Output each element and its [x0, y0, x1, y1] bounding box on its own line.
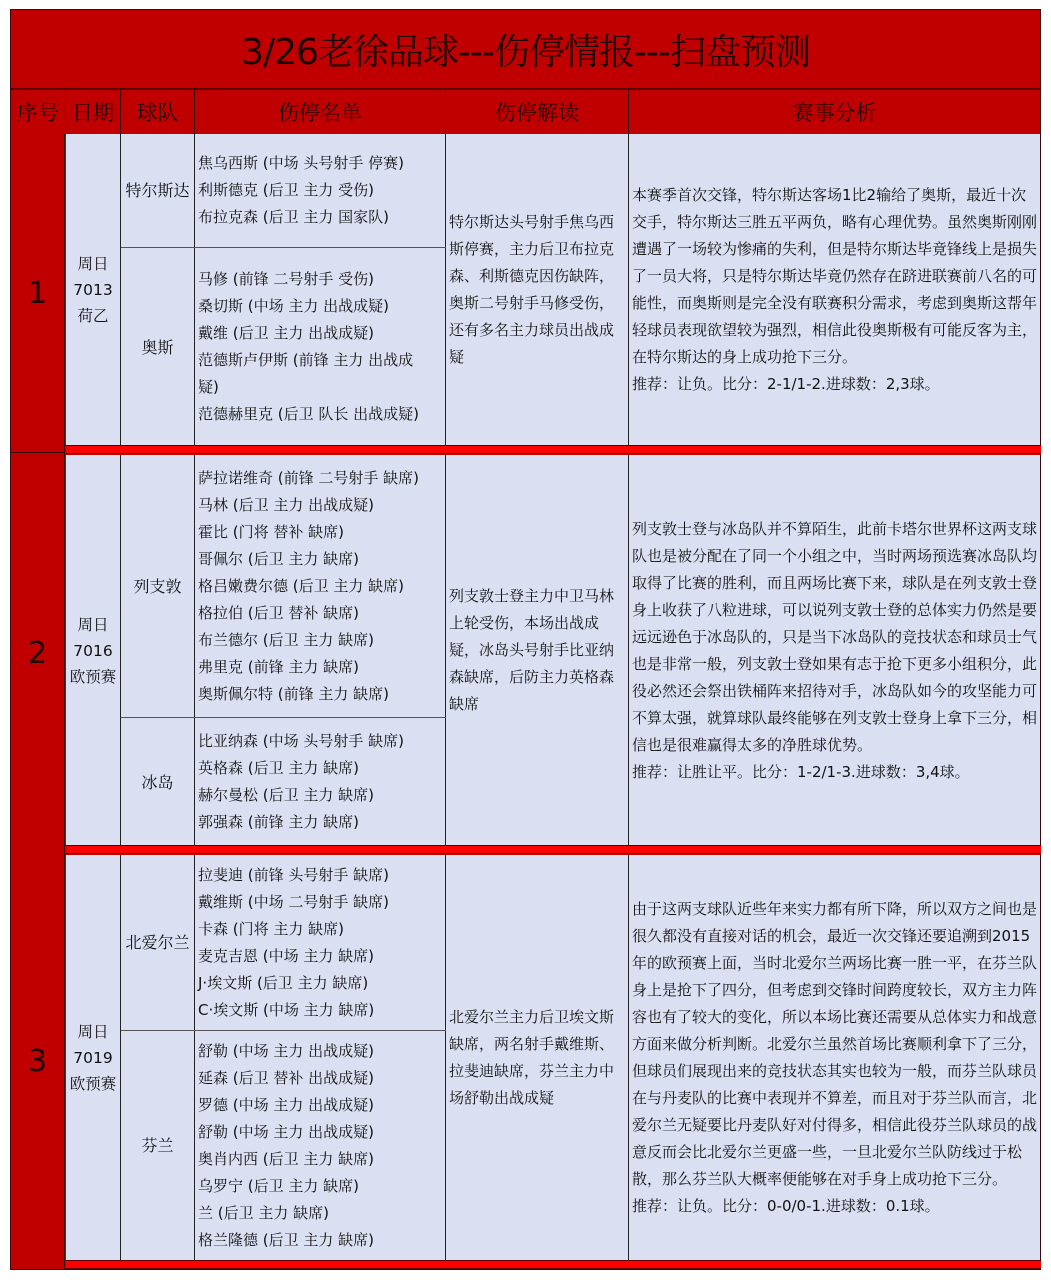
match-separator [66, 845, 1041, 854]
injury-item: 哥佩尔 (后卫 主力 缺席) [198, 549, 360, 568]
injury-item: J·埃文斯 (后卫 主力 缺席) [198, 973, 369, 992]
match-league: 欧预赛 [69, 667, 117, 686]
injury-item: 焦乌西斯 (中场 头号射手 停赛) [198, 154, 405, 172]
match-date [66, 134, 121, 446]
injury-item: 马林 (后卫 主力 出战成疑) [198, 495, 375, 514]
injury-item: 格吕嫩费尔德 (后卫 主力 缺席) [198, 576, 405, 595]
match-day: 周日 [77, 1022, 109, 1041]
injury-item: 卡森 (门将 主力 缺席) [198, 919, 345, 938]
team-name: 列支敦 [121, 455, 195, 717]
injury-item: 布兰德尔 (后卫 主力 缺席) [198, 630, 375, 649]
interpretation-text: 北爱尔兰主力后卫埃文斯缺席，两名射手戴维斯、拉斐迪缺席，芬兰主力中场舒勒出战成疑 [449, 1007, 615, 1107]
match-separator [66, 1260, 1041, 1269]
interpretation-text: 特尔斯达头号射手焦乌西斯停赛，主力后卫布拉克森、利斯德克因伤缺阵，奥斯二号射手马修受伤，还有多名主力球员出战成疑 [449, 213, 615, 366]
injury-item: 兰 (后卫 主力 缺席) [198, 1203, 330, 1222]
injury-item: 比亚纳森 (中场 头号射手 缺席) [198, 732, 405, 750]
injury-item: 霍比 (门将 替补 缺席) [198, 522, 345, 541]
injury-item: 罗德 (中场 主力 出战成疑) [198, 1095, 375, 1114]
injury-list [195, 855, 446, 1030]
injury-interpretation [446, 134, 629, 446]
injury-item: 拉斐迪 (前锋 头号射手 缺席) [198, 865, 390, 884]
header-index: 序号 [11, 90, 66, 134]
injury-item: 延森 (后卫 替补 出战成疑) [198, 1068, 375, 1087]
analysis-text: 本赛季首次交锋，特尔斯达客场1比2输给了奥斯，最近十次交手，特尔斯达三胜五平两负，略有心理优势。虽然奥斯刚刚遭遇了一场较为惨痛的失利，但是特尔斯达毕竟锋线上是损失了一员大将，只是特尔斯达毕竟仍然存在跻进联赛前八名的可能性，而奥斯则是完全没有联赛积分需求，考虑到奥斯这帮年轻球员表现欲望较为强烈，相信此役奥斯极有可能反客为主，在特尔斯达的身上成功抢下三分。 [632, 186, 1038, 366]
header-date: 日期 [66, 90, 121, 134]
injury-list [195, 455, 446, 717]
team-name: 特尔斯达 [121, 134, 195, 247]
match-analysis [629, 134, 1040, 446]
injury-item: 麦克吉恩 (中场 主力 缺席) [198, 946, 375, 965]
injury-item: C·埃文斯 (中场 主力 缺席) [198, 1000, 375, 1019]
analysis-text: 列支敦士登与冰岛队并不算陌生，此前卡塔尔世界杯这两支球队也是被分配在了同一个小组之中，当时两场预选赛冰岛队均取得了比赛的胜利，而且两场比赛下来，球队是在列支敦士登身上收获了八粒进球，可以说列支敦士登的总体实力仍然是要远远逊色于冰岛队的，只是当下冰岛队的竞技状态和球员士气也是非常一般，列支敦士登如果有志于抢下更多小组积分，此役必然还会祭出铁桶阵来招待对手，冰岛队如今的攻坚能力可不算太强，就算球队最终能够在列支敦士登身上拿下三分，相信也是很难赢得太多的净胜球优势。 [632, 519, 1038, 754]
recommendation-text: 推荐：让负。比分：2-1/1-2.进球数：2,3球。 [632, 375, 940, 393]
match-date [66, 455, 121, 846]
injury-item: 利斯德克 (后卫 主力 受伤) [198, 181, 375, 199]
injury-item: 赫尔曼松 (后卫 主力 缺席) [198, 786, 375, 804]
match-league: 荷乙 [77, 307, 109, 325]
injury-list [195, 134, 446, 247]
injury-item: 格拉伯 (后卫 替补 缺席) [198, 603, 360, 622]
injury-list [195, 1031, 446, 1260]
injury-item: 布拉克森 (后卫 主力 国家队) [198, 208, 390, 226]
header-injury-list: 伤停名单 [195, 90, 446, 134]
match-index: 3 [11, 853, 65, 1269]
team-name: 芬兰 [121, 1031, 195, 1260]
match-index: 2 [11, 453, 65, 854]
injury-interpretation [446, 855, 629, 1260]
injury-item: 舒勒 (中场 主力 出战成疑) [198, 1122, 375, 1141]
match-code: 7013 [73, 281, 113, 299]
injury-item: 奥斯佩尔特 (前锋 主力 缺席) [198, 684, 390, 703]
match-league: 欧预赛 [69, 1074, 117, 1093]
match-separator [66, 445, 1041, 454]
header-injury-interpretation: 伤停解读 [446, 90, 629, 134]
injury-item: 范德赫里克 (后卫 队长 出战成疑) [198, 405, 420, 423]
injury-item: 戴维 (后卫 主力 出战成疑) [198, 324, 375, 342]
injury-item: 戴维斯 (中场 二号射手 缺席) [198, 892, 390, 911]
injury-item: 格兰隆德 (后卫 主力 缺席) [198, 1230, 375, 1249]
recommendation-text: 推荐：让负。比分：0-0/0-1.进球数：0.1球。 [632, 1196, 940, 1215]
page-title: 3/26老徐品球---伤停情报---扫盘预测 [11, 10, 1040, 90]
injury-item: 范德斯卢伊斯 (前锋 主力 出战成疑) [198, 351, 414, 396]
match-code: 7019 [73, 1048, 113, 1067]
team-name: 奥斯 [121, 248, 195, 446]
header-match-analysis: 赛事分析 [792, 101, 877, 125]
injury-item: 英格森 (后卫 主力 缺席) [198, 759, 360, 777]
match-code: 7016 [73, 641, 113, 660]
match-day: 周日 [77, 255, 109, 273]
analysis-text: 由于这两支球队近些年来实力都有所下降，所以双方之间也是很久都没有直接对话的机会，最近一次交锋还要追溯到2015年的欧预赛上面，当时北爱尔兰两场比赛一胜一平，在芬兰队身上是抢下了四分，但考虑到交锋时间跨度较长，双方主力阵容也有了较大的变化，所以本场比赛还需要从总体实力和战意方面来做分析判断。北爱尔兰虽然首场比赛顺利拿下了三分，但球员们展现出来的竞技状态其实也较为一般，而芬兰队球员在与丹麦队的比赛中表现并不算差，而且对于芬兰队而言，北爱尔兰无疑要比丹麦队好对付得多，相信此役芬兰队球员的战意反而会比北爱尔兰更盛一些，一旦北爱尔兰队防线过于松散，那么芬兰队大概率便能够在对手身上成功抢下三分。 [632, 899, 1038, 1188]
injury-item: 奥肖内西 (后卫 主力 缺席) [198, 1149, 375, 1168]
injury-item: 萨拉诺维奇 (前锋 二号射手 缺席) [198, 468, 420, 487]
match-analysis [629, 855, 1040, 1260]
match-day: 周日 [77, 615, 109, 634]
injury-list [195, 248, 446, 446]
recommendation-text: 推荐：让胜让平。比分：1-2/1-3.进球数：3,4球。 [632, 762, 970, 781]
injury-item: 弗里克 (前锋 主力 缺席) [198, 657, 360, 676]
prediction-table [10, 9, 1041, 1270]
injury-item: 桑切斯 (中场 主力 出战成疑) [198, 297, 390, 315]
injury-item: 马修 (前锋 二号射手 受伤) [198, 270, 375, 288]
interpretation-text: 列支敦士登主力中卫马林上轮受伤，本场出战成疑，冰岛头号射手比亚纳森缺席，后防主力英格森缺席 [449, 587, 615, 713]
injury-item: 郭强森 (前锋 主力 缺席) [198, 813, 360, 831]
team-name: 北爱尔兰 [121, 855, 195, 1030]
injury-list [195, 718, 446, 846]
injury-item: 乌罗宁 (后卫 主力 缺席) [198, 1176, 360, 1195]
match-index: 1 [11, 134, 65, 453]
injury-item: 舒勒 (中场 主力 出战成疑) [198, 1041, 375, 1060]
team-name: 冰岛 [121, 718, 195, 846]
match-analysis [629, 455, 1040, 846]
injury-interpretation [446, 455, 629, 846]
match-date [66, 855, 121, 1260]
header-team: 球队 [121, 90, 195, 134]
